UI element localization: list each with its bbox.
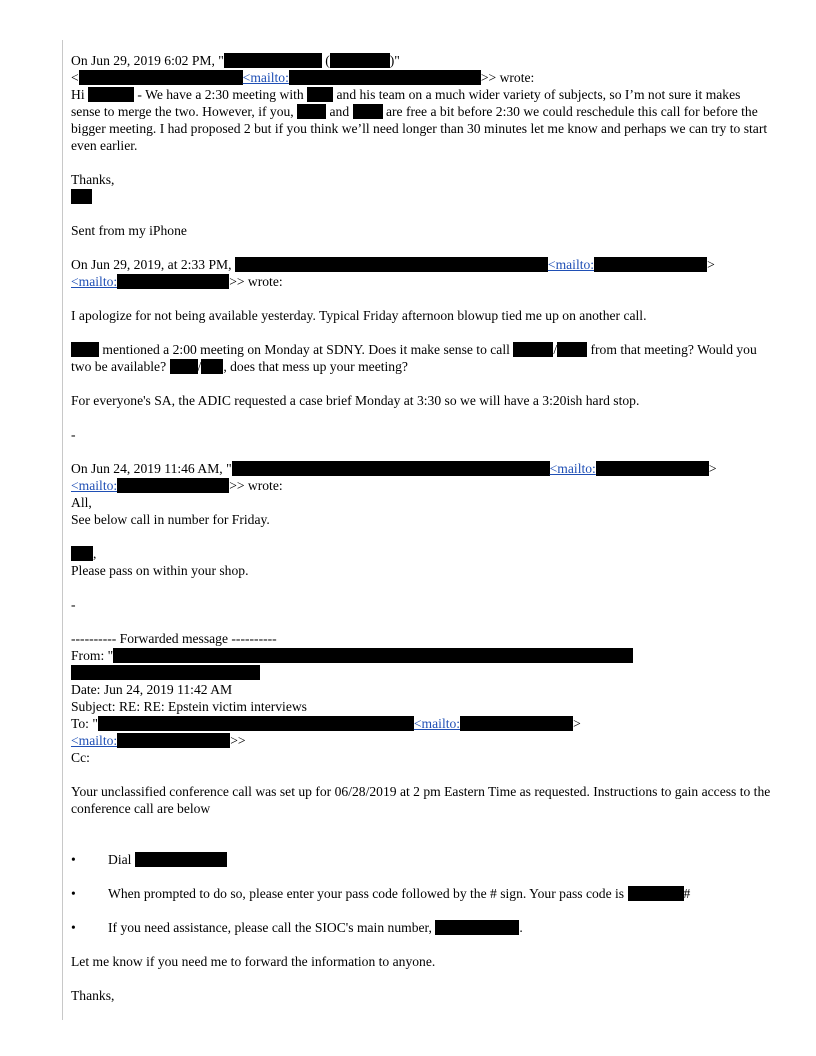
mailto-link[interactable]: <mailto: <box>71 478 118 493</box>
redaction <box>297 104 326 119</box>
email1-thanks: Thanks, <box>71 172 115 187</box>
forwarded-from-cont <box>71 664 771 681</box>
forwarded-paragraph-2: Let me know if you need me to forward the information to anyone. <box>71 954 436 969</box>
email2-paragraph-2: mentioned a 2:00 meeting on Monday at SDNY. Does it make sense to call / from that meeting? Would you two be available? / , does that mess up your meeting? <box>71 342 757 374</box>
email3-line-2: See below call in number for Friday. <box>71 512 270 527</box>
email2-address-line: <mailto: >> wrote: <box>71 274 283 289</box>
email3-line-1: All, <box>71 495 92 510</box>
forwarded-cc: Cc: <box>71 750 90 765</box>
redaction <box>88 87 134 102</box>
email3-line-3: Please pass on within your shop. <box>71 563 249 578</box>
email1-header: On Jun 29, 2019 6:02 PM, " ( )" <box>71 53 400 68</box>
mailto-link[interactable]: <mailto: <box>413 716 461 731</box>
forwarded-to-cont: <mailto: >> <box>71 733 246 748</box>
redaction <box>117 478 229 493</box>
redaction <box>71 546 93 561</box>
mailto-link[interactable]: <mailto: <box>547 257 595 272</box>
forwarded-divider: ---------- Forwarded message ---------- <box>71 631 277 646</box>
redaction <box>98 716 414 731</box>
redaction <box>117 733 230 748</box>
email2-header: On Jun 29, 2019, at 2:33 PM, <mailto: > <box>71 257 715 272</box>
mailto-link[interactable]: <mailto: <box>71 274 118 289</box>
redaction <box>224 53 322 68</box>
mailto-link[interactable]: <mailto: <box>71 733 118 748</box>
redaction <box>235 257 548 272</box>
forwarded-paragraph-1: Your unclassified conference call was set up for 06/28/2019 at 2 pm Eastern Time as requested. Instructions to gain access to the conference call are below <box>71 784 771 816</box>
email2-paragraph-1: I apologize for not being available yesterday. Typical Friday afternoon blowup tied me up on another call. <box>71 308 647 323</box>
redaction <box>71 665 260 680</box>
redaction <box>113 648 633 663</box>
separator-dash: - <box>71 427 76 442</box>
mailto-link[interactable]: <mailto: <box>242 70 289 85</box>
redaction <box>596 461 709 476</box>
mailto-link[interactable]: <mailto: <box>549 461 596 476</box>
email3-address-line: <mailto: >> wrote: <box>71 478 283 493</box>
email1-body: Hi - We have a 2:30 meeting with and his team on a much wider variety of subjects, so I’m not sure it makes sense to merge the two. However, if you, and are free a bit before 2:30 we could reschedule this call for before the bigger meeting. I had proposed 2 but if you think we’ll need longer than 30 minutes let me know and perhaps we can try to start even earlier. <box>71 87 768 153</box>
redaction <box>135 852 227 867</box>
forwarded-thanks: Thanks, <box>71 988 115 1003</box>
redaction <box>435 920 519 935</box>
redaction <box>353 104 383 119</box>
redaction <box>170 359 198 374</box>
bullet-passcode: • When prompted to do so, please enter your pass code followed by the # sign. Your pass code is # <box>71 886 691 901</box>
email-document <box>71 52 771 1004</box>
redaction <box>330 53 390 68</box>
redaction <box>289 70 481 85</box>
redaction <box>232 461 550 476</box>
redaction <box>71 342 99 357</box>
email1-signature: Sent from my iPhone <box>71 223 187 238</box>
forwarded-from: From: " <box>71 647 771 664</box>
forwarded-date: Date: Jun 24, 2019 11:42 AM <box>71 682 233 697</box>
email3-header: On Jun 24, 2019 11:46 AM, " <mailto: > <box>71 461 717 476</box>
redaction <box>71 189 92 204</box>
separator-dash: - <box>71 597 76 612</box>
left-margin-rule <box>62 40 63 1020</box>
email2-paragraph-3: For everyone's SA, the ADIC requested a case brief Monday at 3:30 so we will have a 3:20ish hard stop. <box>71 393 640 408</box>
redaction <box>557 342 587 357</box>
redaction <box>117 274 229 289</box>
bullet-assist: • If you need assistance, please call the SIOC's main number, . <box>71 920 523 935</box>
redaction <box>307 87 333 102</box>
redaction <box>201 359 223 374</box>
forwarded-to: To: " <mailto: > <box>71 716 581 731</box>
email1-signer <box>71 188 771 205</box>
redaction <box>460 716 573 731</box>
forwarded-subject: Subject: RE: RE: Epstein victim interviews <box>71 699 307 714</box>
email3-addressee: , <box>71 545 771 562</box>
redaction <box>628 886 684 901</box>
redaction <box>594 257 707 272</box>
redaction <box>513 342 553 357</box>
bullet-dial: • Dial <box>71 851 771 868</box>
email1-address-line: < <mailto: >> wrote: <box>71 70 535 85</box>
redaction <box>79 70 243 85</box>
